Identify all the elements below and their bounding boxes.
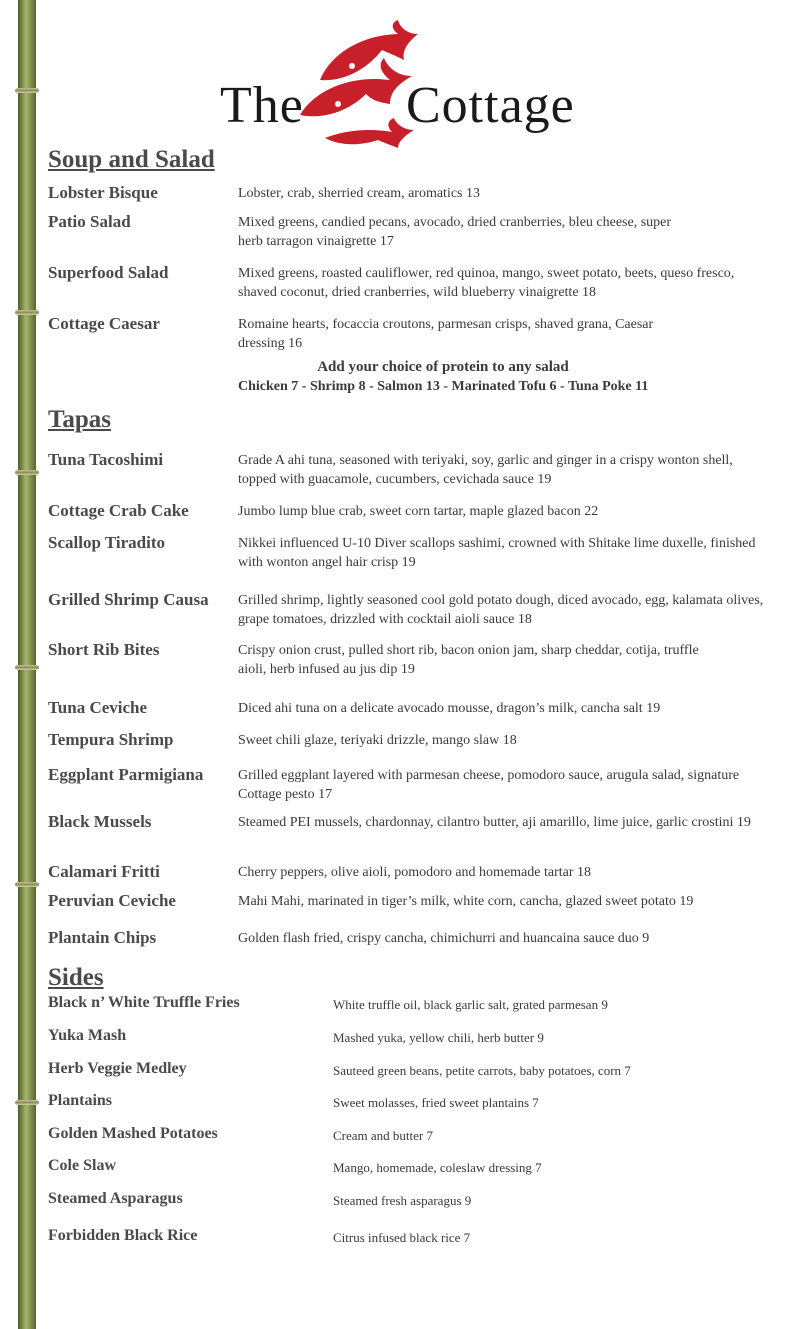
menu-item-description: Golden flash fried, crispy cancha, chimichurri and huancaina sauce duo 9 <box>238 931 650 946</box>
menu-item-name: Tuna Ceviche <box>48 698 148 717</box>
protein-addon-title: Add your choice of protein to any salad <box>317 359 569 375</box>
side-item-name: Black n’ White Truffle Fries <box>48 994 240 1011</box>
menu-item-description: Grilled shrimp, lightly seasoned cool gold potato dough, diced avocado, egg, kalamata olives, grape tomatoes, drizzled with cocktail aioli sauce 18 <box>238 593 764 627</box>
menu-item-name: Grilled Shrimp Causa <box>48 590 209 609</box>
side-item-name: Yuka Mash <box>48 1027 127 1044</box>
menu-item-description: Lobster, crab, sherried cream, aromatics 13 <box>238 186 480 201</box>
side-item-name: Forbidden Black Rice <box>48 1227 198 1244</box>
side-item-name: Golden Mashed Potatoes <box>48 1125 218 1142</box>
section-title-sides: Sides <box>48 964 104 991</box>
restaurant-logo <box>220 20 660 150</box>
side-item-description: Steamed fresh asparagus 9 <box>333 1193 472 1208</box>
menu-item-name: Superfood Salad <box>48 263 169 282</box>
section-title-soup-salad: Soup and Salad <box>48 146 215 173</box>
side-item-description: Citrus infused black rice 7 <box>333 1230 471 1245</box>
side-item-name: Cole Slaw <box>48 1157 116 1174</box>
menu-item-name: Calamari Fritti <box>48 862 160 881</box>
menu-item-description: Diced ahi tuna on a delicate avocado mousse, dragon’s milk, cancha salt 19 <box>238 701 661 716</box>
side-item-description: Sweet molasses, fried sweet plantains 7 <box>333 1095 539 1110</box>
menu-item-description: Grilled eggplant layered with parmesan cheese, pomodoro sauce, arugula salad, signature Cottage pesto 17 <box>238 768 740 802</box>
menu-item-name: Black Mussels <box>48 812 152 831</box>
menu-item-name: Peruvian Ceviche <box>48 891 176 910</box>
bamboo-node <box>15 882 39 887</box>
section-title-tapas: Tapas <box>48 406 112 433</box>
side-item-description: Sauteed green beans, petite carrots, baby potatoes, corn 7 <box>333 1063 631 1078</box>
menu-item-description: Nikkei influenced U-10 Diver scallops sashimi, crowned with Shitake lime duxelle, finished with wonton angel hair crisp 19 <box>238 536 756 570</box>
menu-item-description: Mixed greens, roasted cauliflower, red quinoa, mango, sweet potato, beets, queso fresco, shaved coconut, dried cranberries, wild blueberry vinaigrette 18 <box>238 266 735 300</box>
bamboo-node <box>15 88 39 93</box>
menu-item-name: Eggplant Parmigiana <box>48 765 204 784</box>
protein-addon-options: Chicken 7 - Shrimp 8 - Salmon 13 - Marinated Tofu 6 - Tuna Poke 11 <box>238 379 649 394</box>
side-item-description: Cream and butter 7 <box>333 1128 433 1143</box>
menu-item-description: Mixed greens, candied pecans, avocado, dried cranberries, bleu cheese, super herb tarragon vinaigrette 17 <box>238 215 672 249</box>
menu-item-name: Plantain Chips <box>48 928 157 947</box>
side-item-name: Herb Veggie Medley <box>48 1060 187 1077</box>
menu-item-name: Patio Salad <box>48 212 131 231</box>
side-item-description: Mashed yuka, yellow chili, herb butter 9 <box>333 1030 544 1045</box>
side-item-name: Plantains <box>48 1092 113 1109</box>
menu-item-name: Cottage Crab Cake <box>48 501 189 520</box>
logo-word-the: The <box>220 77 304 134</box>
bamboo-stalk <box>18 0 36 1329</box>
menu-item-description: Mahi Mahi, marinated in tiger’s milk, white corn, cancha, glazed sweet potato 19 <box>238 894 694 909</box>
logo-word-cottage: Cottage <box>406 77 575 134</box>
menu-item-name: Tuna Tacoshimi <box>48 450 164 469</box>
menu-item-description: Steamed PEI mussels, chardonnay, cilantro butter, aji amarillo, lime juice, garlic crostini 19 <box>238 815 751 830</box>
menu-item-name: Tempura Shrimp <box>48 730 174 749</box>
menu-item-description: Grade A ahi tuna, seasoned with teriyaki, soy, garlic and ginger in a crispy wonton shell, topped with guacamole, cucumbers, cevichada sauce 19 <box>238 453 733 487</box>
bamboo-node <box>15 1100 39 1105</box>
menu-item-description: Sweet chili glaze, teriyaki drizzle, mango slaw 18 <box>238 733 517 748</box>
menu-item-description: Jumbo lump blue crab, sweet corn tartar, maple glazed bacon 22 <box>238 504 599 519</box>
menu-item-name: Scallop Tiradito <box>48 533 165 552</box>
side-item-description: White truffle oil, black garlic salt, grated parmesan 9 <box>333 997 608 1012</box>
fish-logo-icon <box>280 20 420 150</box>
side-item-description: Mango, homemade, coleslaw dressing 7 <box>333 1160 542 1175</box>
menu-item-name: Cottage Caesar <box>48 314 160 333</box>
bamboo-node <box>15 310 39 315</box>
menu-item-description: Crispy onion crust, pulled short rib, bacon onion jam, sharp cheddar, cotija, truffle aioli, herb infused au jus dip 19 <box>238 643 699 677</box>
menu-item-description: Cherry peppers, olive aioli, pomodoro and homemade tartar 18 <box>238 865 592 880</box>
menu-item-name: Short Rib Bites <box>48 640 160 659</box>
bamboo-node <box>15 470 39 475</box>
menu-item-name: Lobster Bisque <box>48 183 158 202</box>
side-item-name: Steamed Asparagus <box>48 1190 183 1207</box>
bamboo-node <box>15 665 39 670</box>
menu-item-description: Romaine hearts, focaccia croutons, parmesan crisps, shaved grana, Caesar dressing 16 <box>238 317 654 351</box>
